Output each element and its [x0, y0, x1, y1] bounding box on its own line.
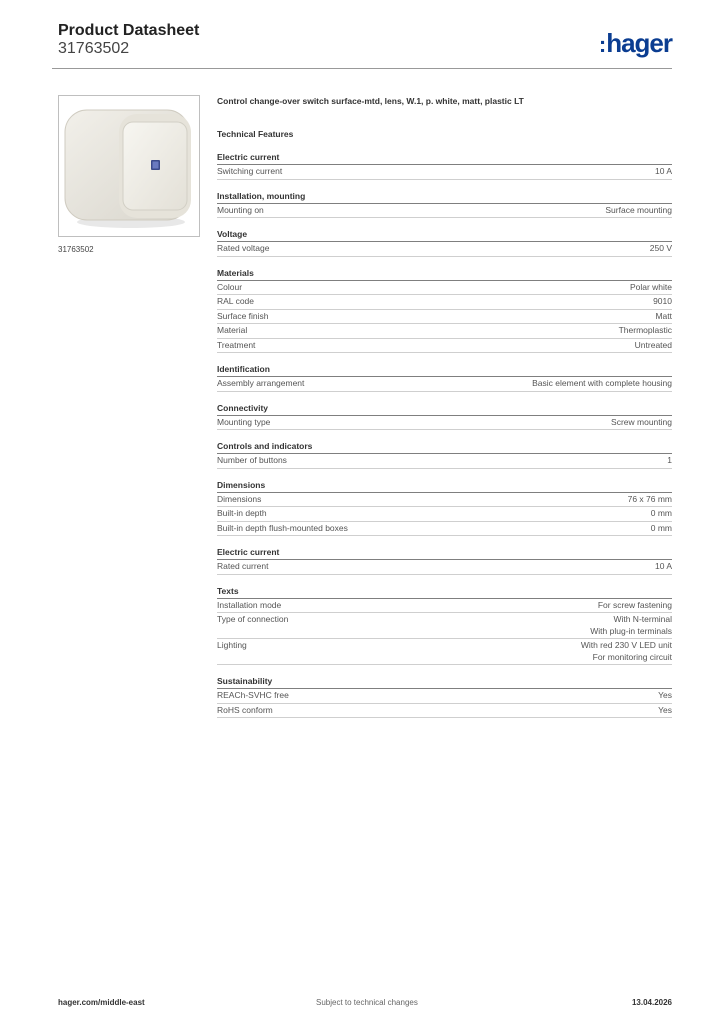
feature-row — [217, 613, 672, 639]
page-header — [58, 22, 672, 66]
feature-value — [581, 640, 672, 663]
feature-row — [217, 599, 672, 614]
feature-row — [217, 704, 672, 719]
feature-value-line: Basic element with complete housing — [532, 378, 672, 388]
feature-value — [651, 508, 672, 520]
feature-value-line: Yes — [658, 690, 672, 700]
feature-row — [217, 507, 672, 522]
feature-value-line: With N-terminal — [613, 614, 672, 624]
feature-section — [217, 363, 672, 392]
feature-label: Switching current — [217, 166, 283, 176]
footer-date: 13.04.2026 — [631, 998, 672, 1007]
feature-label: Rated current — [217, 561, 269, 571]
feature-row — [217, 242, 672, 257]
feature-section — [217, 267, 672, 354]
section-title: Electric current — [217, 546, 672, 560]
feature-value-line: Polar white — [629, 281, 672, 292]
feature-value — [590, 614, 672, 637]
feature-value-line: Thermoplastic — [618, 325, 672, 335]
feature-value-line: Surface mounting — [605, 204, 672, 215]
feature-value — [628, 494, 672, 506]
feature-label: RAL code — [217, 296, 255, 306]
section-title: Voltage — [217, 228, 672, 242]
hager-logo: :hager — [598, 28, 672, 58]
feature-value-line: Untreated — [634, 339, 672, 350]
feature-section — [217, 402, 672, 431]
feature-row — [217, 493, 672, 508]
feature-value — [655, 311, 672, 323]
feature-value — [532, 378, 672, 390]
feature-section — [217, 546, 672, 575]
feature-label: Built-in depth flush-mounted boxes — [217, 522, 348, 533]
image-caption: 31763502 — [58, 245, 94, 254]
feature-sections — [217, 151, 672, 718]
header-divider — [52, 68, 672, 69]
footer-website: hager.com/middle-east — [58, 998, 145, 1007]
feature-row — [217, 295, 672, 310]
feature-value-line: 10 A — [654, 166, 672, 176]
feature-section — [217, 440, 672, 469]
feature-section — [217, 228, 672, 257]
feature-value-line: 0 mm — [650, 522, 672, 533]
feature-label: Number of buttons — [217, 455, 287, 465]
section-title: Electric current — [217, 151, 672, 165]
feature-label: Colour — [217, 281, 243, 292]
feature-label: Rated voltage — [217, 243, 270, 253]
feature-value-line: 1 — [667, 455, 672, 465]
feature-section — [217, 479, 672, 537]
feature-value-line: With plug-in terminals — [590, 625, 672, 636]
feature-label: Type of connection — [217, 614, 289, 624]
product-description: Control change-over switch surface-mtd, lens, W.1, p. white, matt, plastic LT — [217, 96, 524, 106]
feature-label: Surface finish — [217, 310, 269, 321]
section-title: Connectivity — [217, 402, 672, 416]
section-title: Identification — [217, 363, 672, 377]
section-title: Controls and indicators — [217, 440, 672, 454]
feature-value — [635, 340, 672, 352]
feature-label: Lighting — [217, 640, 247, 650]
feature-value-line: Yes — [658, 704, 672, 715]
feature-row — [217, 324, 672, 339]
feature-row — [217, 339, 672, 354]
feature-label: Treatment — [217, 339, 256, 350]
section-title: Dimensions — [217, 479, 672, 493]
feature-row — [217, 416, 672, 431]
feature-row — [217, 454, 672, 469]
technical-features-heading: Technical Features — [217, 129, 294, 139]
feature-label: Mounting type — [217, 416, 271, 427]
feature-value — [655, 166, 672, 178]
feature-value — [658, 705, 672, 717]
feature-row — [217, 639, 672, 665]
feature-row — [217, 281, 672, 296]
feature-value — [650, 243, 672, 255]
feature-label: REACh-SVHC free — [217, 690, 289, 700]
feature-value-line: 10 A — [654, 561, 672, 571]
footer-note: Subject to technical changes — [316, 998, 418, 1007]
feature-row — [217, 560, 672, 575]
feature-value-line: For screw fastening — [597, 599, 672, 610]
section-title: Sustainability — [217, 675, 672, 689]
document-number: 31763502 — [58, 40, 130, 57]
feature-value — [658, 690, 672, 702]
section-title: Texts — [217, 585, 672, 599]
feature-label: Assembly arrangement — [217, 378, 305, 388]
feature-label: Installation mode — [217, 599, 282, 610]
feature-section — [217, 151, 672, 180]
feature-value-line: For monitoring circuit — [592, 651, 672, 662]
feature-value-line: 9010 — [653, 296, 672, 306]
feature-value-line: With red 230 V LED unit — [580, 640, 672, 650]
feature-value-line: 0 mm — [650, 508, 672, 518]
datasheet-content — [217, 96, 672, 728]
feature-value-line: Screw mounting — [611, 416, 672, 427]
feature-value — [630, 282, 672, 294]
product-photo-icon — [59, 96, 199, 236]
logo-text: hager — [606, 28, 672, 58]
feature-value — [598, 600, 672, 612]
product-image — [58, 95, 200, 237]
page-title: Product Datasheet — [58, 22, 200, 39]
feature-label: Built-in depth — [217, 508, 267, 518]
feature-row — [217, 689, 672, 704]
feature-label: RoHS conform — [217, 704, 273, 715]
feature-section — [217, 675, 672, 718]
feature-label: Material — [217, 325, 248, 335]
section-title: Installation, mounting — [217, 190, 672, 204]
feature-value — [619, 325, 672, 337]
feature-row — [217, 310, 672, 325]
feature-row — [217, 377, 672, 392]
feature-label: Dimensions — [217, 493, 262, 504]
feature-value — [651, 523, 672, 535]
feature-value — [655, 561, 672, 573]
feature-value — [611, 417, 672, 429]
feature-section — [217, 585, 672, 666]
feature-value — [667, 455, 672, 467]
feature-label: Mounting on — [217, 204, 264, 215]
feature-value — [653, 296, 672, 308]
section-title: Materials — [217, 267, 672, 281]
feature-value-line: 250 V — [649, 243, 672, 253]
feature-row — [217, 204, 672, 219]
feature-value — [605, 205, 672, 217]
feature-value-line: 76 x 76 mm — [627, 493, 672, 504]
feature-value-line: Matt — [655, 310, 672, 321]
feature-section — [217, 190, 672, 219]
feature-row — [217, 165, 672, 180]
feature-row — [217, 522, 672, 537]
